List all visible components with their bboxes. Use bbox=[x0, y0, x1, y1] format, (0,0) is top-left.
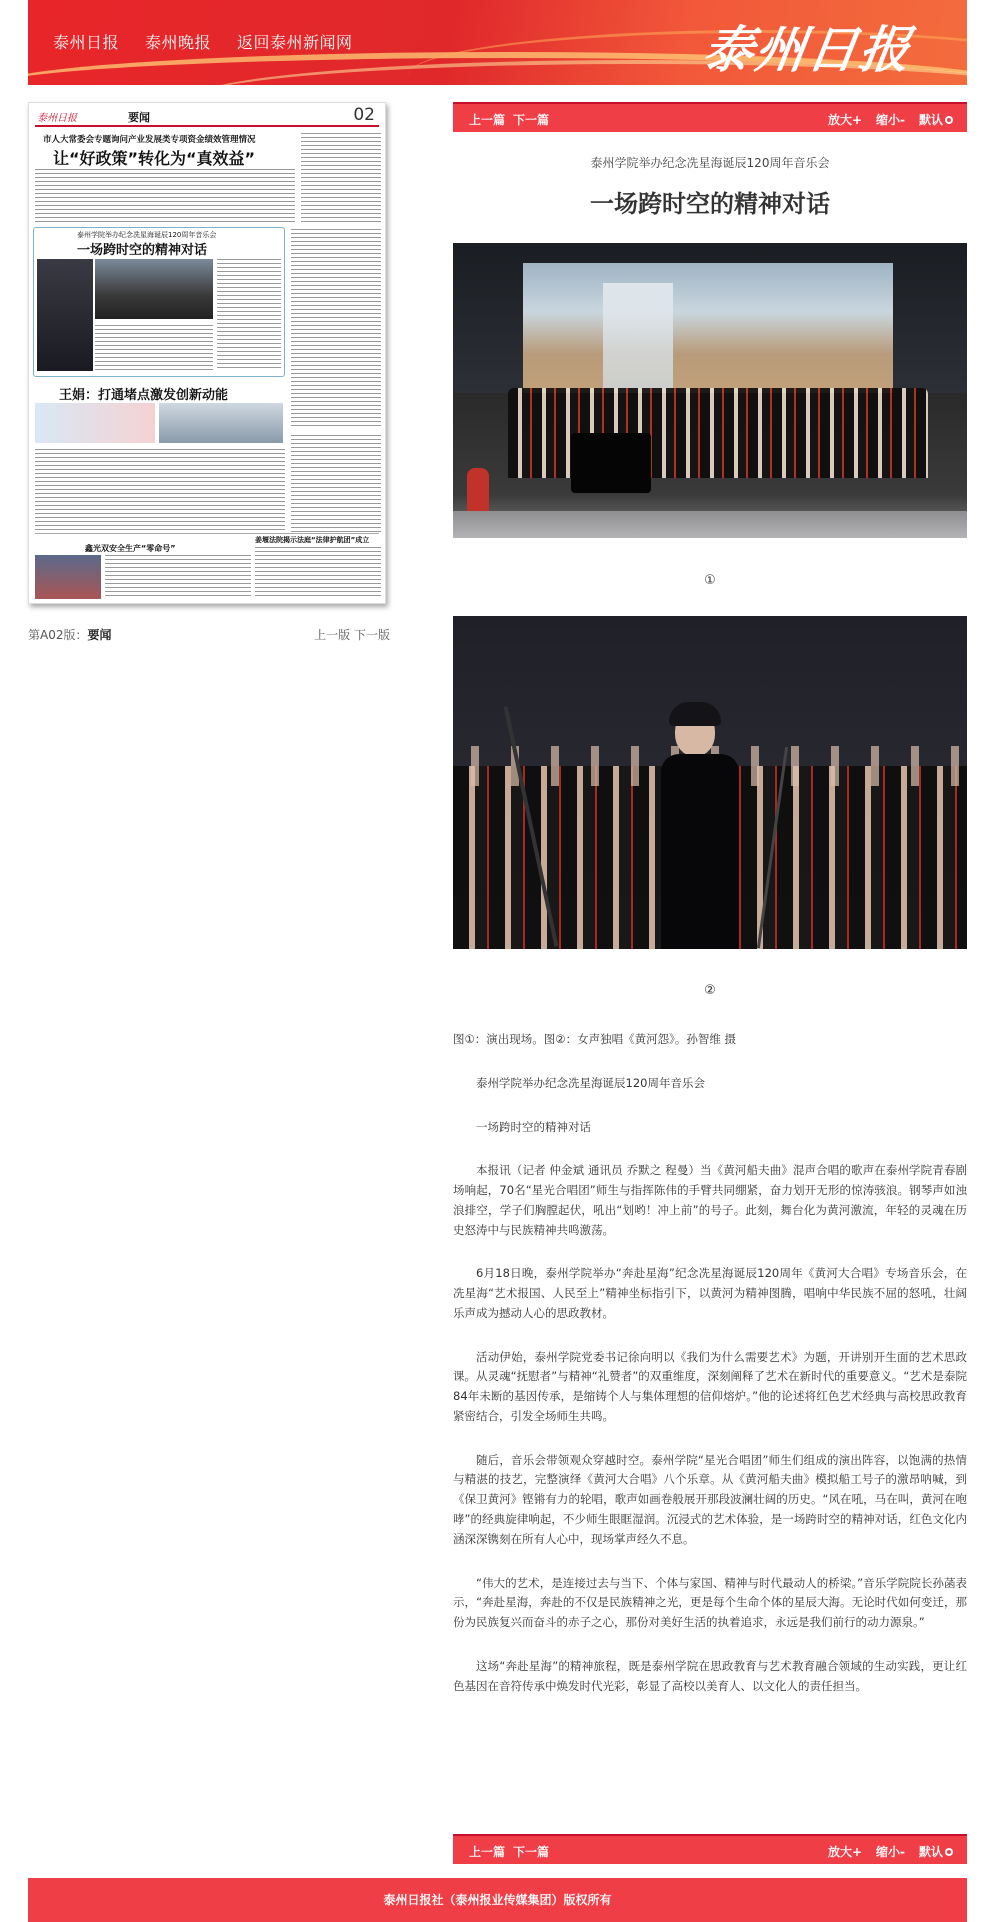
soloist-dress bbox=[661, 754, 739, 949]
site-footer: 泰州日报社（泰州报业传媒集团）版权所有 bbox=[28, 1878, 967, 1922]
thumbnail-page-number: 02 bbox=[353, 105, 375, 125]
article-paragraph: 泰州学院举办纪念冼星海诞辰120周年音乐会 bbox=[476, 1075, 705, 1090]
article-subtitle: 泰州学院举办纪念冼星海诞辰120周年音乐会 bbox=[590, 156, 830, 170]
thumbnail-headline[interactable]: 让“好政策”转化为“真效益” bbox=[53, 149, 256, 168]
zoom-in-button[interactable]: 放大+ bbox=[827, 113, 862, 127]
circle-icon bbox=[945, 1848, 953, 1856]
thumbnail-text-block bbox=[217, 259, 281, 371]
nav-link-back-to-news-site[interactable]: 返回泰州新闻网 bbox=[237, 33, 353, 52]
article-photo-performance bbox=[453, 243, 967, 538]
site-header bbox=[28, 0, 967, 85]
next-article-link[interactable]: 下一篇 bbox=[513, 1845, 550, 1859]
next-article-link[interactable]: 下一篇 bbox=[513, 113, 550, 127]
article-paragraph: “伟大的艺术，是连接过去与当下、个体与家国、精神与时代最动人的桥梁。”音乐学院院长孙菡表示，“奔赴星海，奔赴的不仅是民族精神之光，更是每个生命个体的星辰大海。无论时代如何变迁，那份为民族复兴而奋斗的赤子之心，那份对美好生活的执着追求，永远是我们前行的动力源泉。” bbox=[453, 1575, 967, 1630]
article-toolbar-top bbox=[453, 102, 967, 132]
thumbnail-divider bbox=[35, 533, 379, 534]
thumbnail-text-block bbox=[105, 555, 251, 599]
thumbnail-headline[interactable]: 姜堰法院揭示法庭“法律护航团”成立 bbox=[255, 536, 370, 544]
nav-link-taizhou-evening[interactable]: 泰州晚报 bbox=[145, 33, 212, 52]
article-paragraph: 活动伊始，泰州学院党委书记徐向明以《我们为什么需要艺术》为题，开讲别开生面的艺术思政课。从灵魂“抚慰者”与精神“礼赞者”的双重维度，深刻阐释了艺术在新时代的重要意义。“艺术是泰院84年未断的基因传承，是缩铸个人与集体理想的信仰熔炉。”他的论述将红色艺术经典与高校思政教育紧密结合，引发全场师生共鸣。 bbox=[453, 1349, 967, 1423]
thumbnail-photo-banner bbox=[35, 403, 155, 443]
musician-red-dress bbox=[467, 468, 489, 516]
prev-page-link[interactable]: 上一版 bbox=[314, 628, 351, 642]
article-paragraph: 一场跨时空的精神对话 bbox=[476, 1119, 591, 1134]
thumbnail-text-block bbox=[35, 169, 295, 225]
thumbnail-photo-safety bbox=[35, 555, 101, 599]
thumbnail-photo-singer bbox=[37, 259, 93, 371]
article-paragraph: 本报讯（记者 仲金斌 通讯员 乔默之 程曼）当《黄河船夫曲》混声合唱的歌声在泰州学院青春剧场响起，70名“星光合唱团”师生与指挥陈伟的手臂共同绷紧，奋力划开无形的惊涛骇浪。钢琴声如浊浪排空，学子们胸膛起伏，吼出“划哟！冲上前”的号子。此刻，舞台化为黄河激流，年轻的灵魂在历史怒涛中与民族精神共鸣激荡。 bbox=[453, 1163, 967, 1237]
article-title: 一场跨时空的精神对话 bbox=[590, 190, 830, 218]
prev-article-link[interactable]: 上一篇 bbox=[469, 1845, 506, 1859]
zoom-in-button[interactable]: 放大+ bbox=[827, 1845, 862, 1859]
prev-article-link[interactable]: 上一篇 bbox=[469, 113, 506, 127]
header-nav bbox=[53, 30, 353, 53]
zoom-out-button[interactable]: 缩小- bbox=[876, 113, 905, 127]
zoom-out-button[interactable]: 缩小- bbox=[876, 1845, 905, 1859]
thumbnail-headline[interactable]: 市人大常委会专题询问产业发展类专项资金绩效管理情况 bbox=[43, 135, 256, 145]
edition-label: 第A02版： bbox=[28, 628, 88, 642]
circle-icon bbox=[945, 116, 953, 124]
thumbnail-text-block bbox=[291, 229, 381, 429]
article-toolbar-bottom bbox=[453, 1834, 967, 1864]
default-size-button[interactable]: 默认 bbox=[919, 1843, 953, 1860]
edition-name[interactable]: 要闻 bbox=[87, 628, 112, 642]
page-info-bar bbox=[28, 626, 390, 643]
site-logo: 泰州日报 bbox=[699, 20, 916, 79]
thumbnail-text-block bbox=[255, 547, 381, 599]
soloist-hair bbox=[669, 702, 721, 726]
stage-backdrop-screen bbox=[523, 263, 893, 403]
thumbnail-headline[interactable]: 王娟：打通堵点激发创新动能 bbox=[59, 388, 229, 403]
thumbnail-headline[interactable]: 一场跨时空的精神对话 bbox=[77, 243, 208, 258]
thumbnail-text-block bbox=[35, 449, 285, 535]
thumbnail-photo-choir bbox=[95, 259, 213, 319]
next-page-link[interactable]: 下一版 bbox=[353, 628, 390, 642]
thumbnail-text-block bbox=[95, 325, 213, 371]
page-pager bbox=[314, 626, 390, 643]
thumbnail-text-block bbox=[291, 435, 381, 535]
photo-caption-2: ② bbox=[704, 983, 716, 998]
article-paragraph: 6月18日晚，泰州学院举办“奔赴星海”纪念冼星海诞辰120周年《黄河大合唱》专场音乐会，在冼星海“艺术报国、人民至上”精神坐标指引下，以黄河为精神图腾，唱响中华民族不屈的怒吼，壮阔乐声成为撼动人心的思政教材。 bbox=[453, 1266, 967, 1320]
thumbnail-kicker[interactable]: 泰州学院举办纪念冼星海诞辰120周年音乐会 bbox=[77, 231, 217, 239]
thumbnail-masthead bbox=[35, 105, 379, 127]
thumbnail-text-block bbox=[301, 133, 381, 225]
default-size-button[interactable]: 默认 bbox=[919, 111, 953, 128]
newspaper-page-thumbnail[interactable] bbox=[28, 102, 386, 604]
thumbnail-section-label: 要闻 bbox=[107, 109, 171, 125]
article-paragraph: 这场“奔赴星海”的精神旅程，既是泰州学院在思政教育与艺术教育融合领域的生动实践，更让红色基因在音符传承中焕发时代光彩，彰显了高校以美育人、以文化人的责任担当。 bbox=[453, 1658, 967, 1693]
thumbnail-photo-workshop bbox=[159, 403, 283, 443]
article-paragraph: 随后，音乐会带领观众穿越时空。泰州学院“星光合唱团”师生们组成的演出阵容，以饱满的热情与精湛的技艺，完整演绎《黄河大合唱》八个乐章。从《黄河船夫曲》模拟船工号子的激昂呐喊，到《保卫黄河》铿锵有力的轮唱，歌声如画卷般展开那段波澜壮阔的历史。“风在吼，马在叫，黄河在咆哮”的经典旋律响起，不少师生眼眶湿润。沉浸式的艺术体验，是一场跨时空的精神对话，红色文化内涵深深镌刻在所有人心中，现场掌声经久不息。 bbox=[453, 1452, 967, 1546]
article-photo-solo bbox=[453, 616, 967, 949]
photo-caption-1: ① bbox=[704, 573, 716, 588]
nav-link-taizhou-daily[interactable]: 泰州日报 bbox=[53, 33, 120, 52]
thumbnail-headline[interactable]: 鑫光双安全生产“零命号” bbox=[85, 544, 176, 553]
grand-piano bbox=[571, 433, 651, 493]
article-photo-credit: 图①：演出现场。图②：女声独唱《黄河怨》。孙智维 摄 bbox=[453, 1032, 737, 1046]
thumbnail-logo: 泰州日报 bbox=[37, 113, 77, 124]
article-body bbox=[453, 1030, 967, 1720]
